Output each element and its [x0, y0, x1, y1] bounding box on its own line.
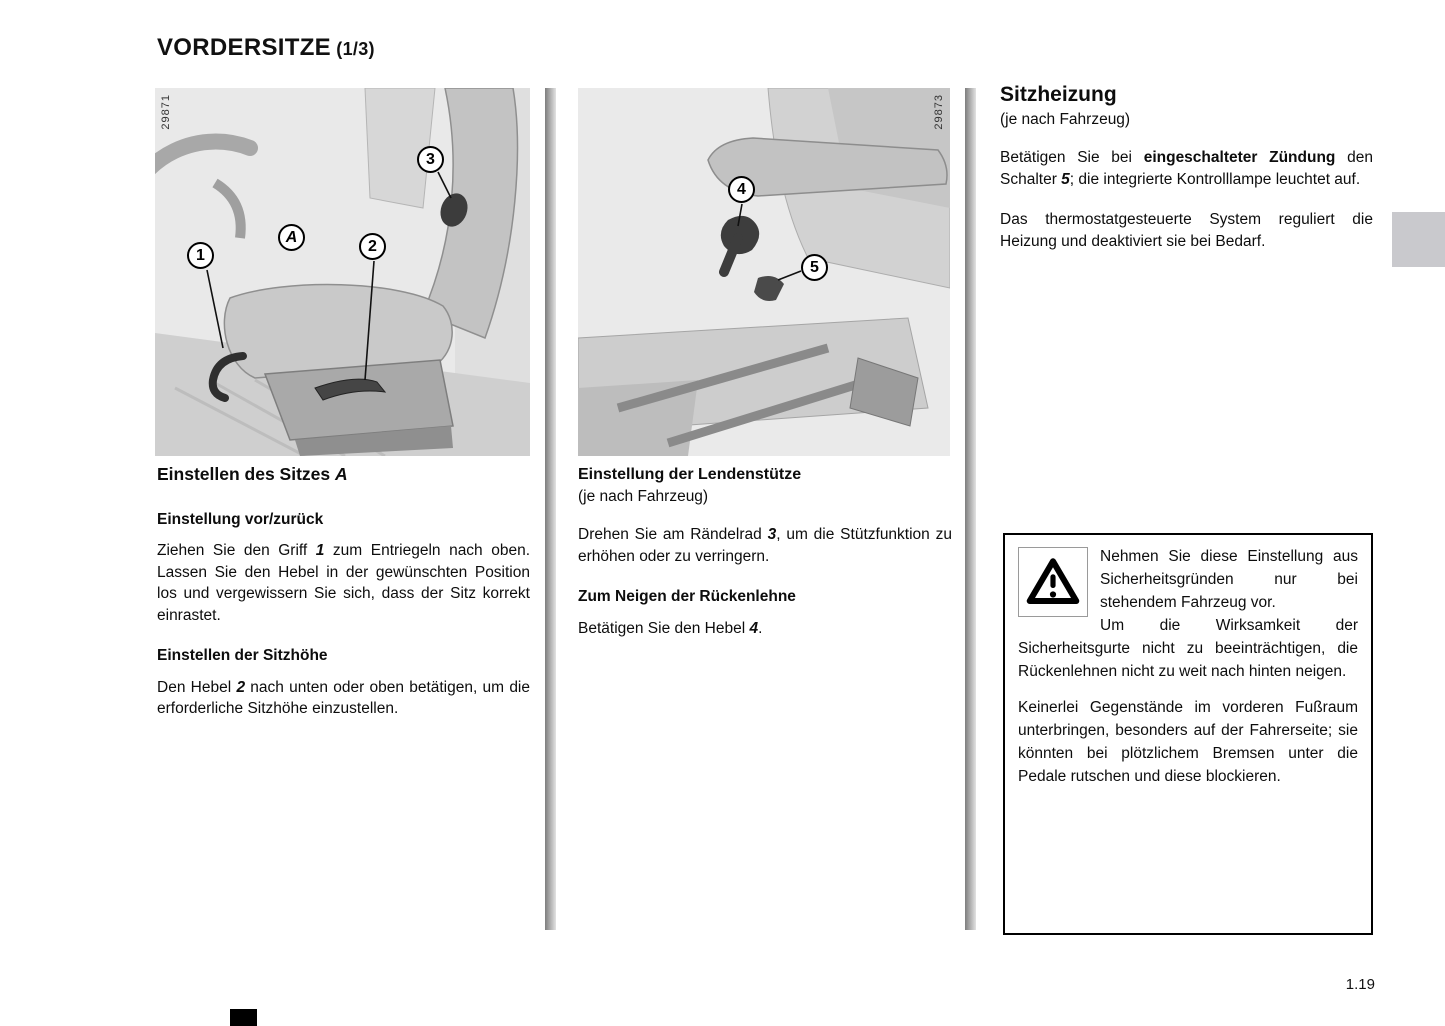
inline-ref-4: 4 [749, 619, 759, 637]
paragraph-seat-height-b: nach unten oder oben betätigen, um die erforderliche Sitzhöhe einzustellen. [157, 678, 530, 717]
paragraph-thermostat: Das thermostatgesteuerte System reguliert die Heizung und deaktiviert sie bei Bedarf. [1000, 211, 1373, 250]
section-seat-heating [1000, 84, 1373, 252]
heading-seat-variable: A [334, 464, 348, 484]
section-lumbar-recline [578, 464, 952, 639]
paragraph-forward-back [157, 540, 530, 626]
figure-front-seat [155, 88, 530, 456]
subheading-seat-height: Einstellen der Sitzhöhe [157, 647, 328, 664]
callout-3: 3 [417, 146, 444, 173]
warning-triangle-icon [1018, 547, 1088, 617]
paragraph-forward-back-b: zum Entriegeln nach oben. Lassen Sie den Hebel in der gewünschten Position los und vergewissern Sie sich, dass der Sitz korrekt einrastet. [157, 542, 530, 624]
paragraph-lumbar-a: Drehen Sie am Rändelrad [578, 526, 768, 543]
column-divider-1 [545, 88, 556, 930]
figure-ref-1: 29871 [160, 94, 172, 130]
figure-ref-2: 29873 [933, 94, 945, 130]
inline-ref-5: 5 [1061, 170, 1070, 188]
seat-illustration-1 [155, 88, 530, 456]
paragraph-lumbar-b: , um die Stützfunktion zu erhöhen oder zu verringern. [578, 526, 952, 565]
paragraph-lumbar [578, 524, 952, 567]
column-divider-2 [965, 88, 976, 930]
heading-seat-adjustment-text: Einstellen des Sitzes [157, 464, 335, 484]
callout-4: 4 [728, 176, 755, 203]
warning-paragraph-3: Keinerlei Gegenstände im vorderen Fußraum unterbringen, besonders auf der Fahrerseite; sie könnten bei plötzlichem Bremsen unter die Pedale rutschen und diese blockieren. [1018, 699, 1358, 785]
callout-1: 1 [187, 242, 214, 269]
heading-lumbar: Einstellung der Lendenstütze [578, 466, 802, 483]
page-number: 1.19 [1345, 976, 1375, 993]
warning-box [1003, 533, 1373, 935]
print-mark [230, 1009, 257, 1026]
subheading-recline: Zum Neigen der Rückenlehne [578, 588, 796, 605]
callout-5: 5 [801, 254, 828, 281]
page-title-text: VORDERSITZE [157, 34, 331, 61]
paragraph-seat-height-a: Den Hebel [157, 678, 237, 696]
callout-2: 2 [359, 233, 386, 260]
page-title [157, 34, 375, 62]
paragraph-heating-b: den Schalter [1000, 149, 1373, 188]
section-seat-adjustment [157, 464, 530, 720]
paragraph-recline-b: . [758, 619, 763, 637]
callout-a: A [278, 224, 305, 251]
warning-paragraph-2: Um die Wirksamkeit der Sicherheitsgurte nicht zu beeinträchtigen, die Rückenlehnen nicht zu weit nach hinten neigen. [1018, 617, 1358, 680]
paragraph-seat-height [157, 677, 530, 720]
subheading-forward-back: Einstellung vor/zurück [157, 510, 324, 528]
seat-illustration-2 [578, 88, 950, 456]
paragraph-recline [578, 618, 952, 640]
figure-armrest-seat [578, 88, 950, 456]
chapter-edge-tab [1392, 212, 1445, 267]
inline-bold-ignition: eingeschalteter Zündung [1143, 149, 1336, 166]
page-title-suffix: (1/3) [330, 39, 375, 59]
paragraph-recline-a: Betätigen Sie den Hebel [578, 619, 750, 637]
inline-ref-3: 3 [767, 526, 777, 543]
inline-ref-1: 1 [315, 542, 325, 559]
note-lumbar-depends: (je nach Fahrzeug) [578, 487, 709, 505]
heading-seat-heating: Sitzheizung [1000, 83, 1117, 106]
heading-seat-adjustment [157, 464, 530, 486]
warning-paragraph-1: Nehmen Sie diese Einstellung aus Sicherheitsgründen nur bei stehendem Fahrzeug vor. [1100, 548, 1358, 611]
inline-ref-2: 2 [236, 678, 246, 696]
paragraph-forward-back-a: Ziehen Sie den Griff [157, 542, 316, 559]
paragraph-heating-switch [1000, 147, 1373, 190]
paragraph-heating-c: ; die integrierte Kontrolllampe leuchtet auf. [1069, 170, 1361, 188]
note-heating-depends: (je nach Fahrzeug) [1000, 110, 1131, 128]
paragraph-heating-a: Betätigen Sie bei [1000, 149, 1144, 166]
